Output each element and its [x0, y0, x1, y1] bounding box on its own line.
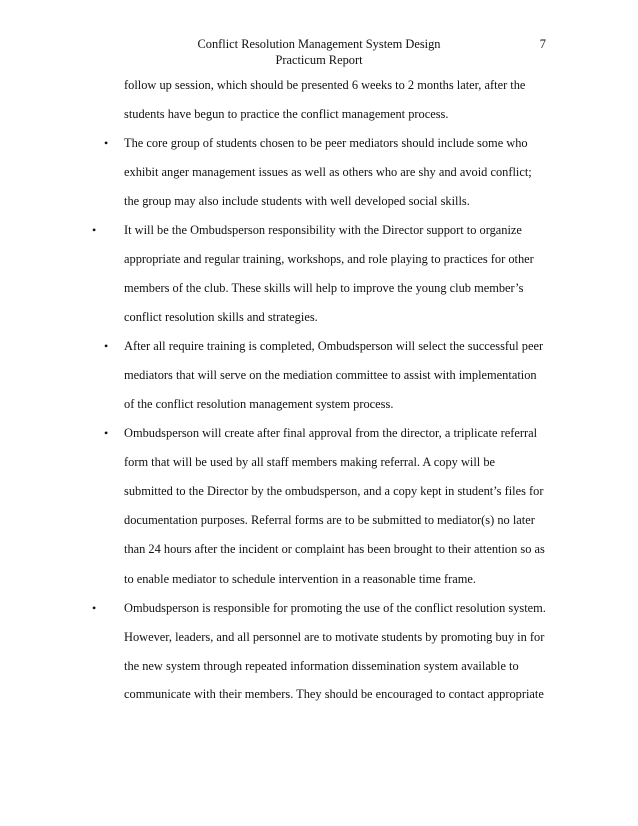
text-line: communicate with their members. They should be encouraged to contact appropriate	[124, 687, 544, 701]
text-line: the group may also include students with well developed social skills.	[124, 194, 470, 208]
bullet-icon: •	[104, 136, 109, 150]
bullet-icon: •	[104, 339, 109, 353]
bullet-icon: •	[104, 426, 109, 440]
text-line: follow up session, which should be presented 6 weeks to 2 months later, after the	[124, 78, 526, 92]
text-line: However, leaders, and all personnel are to motivate students by promoting buy in for	[124, 630, 545, 644]
text-line: appropriate and regular training, workshops, and role playing to practices for other	[124, 252, 534, 266]
text-line: of the conflict resolution management system process.	[124, 397, 394, 411]
text-line: The core group of students chosen to be peer mediators should include some who	[124, 136, 528, 150]
text-line: to enable mediator to schedule intervention in a reasonable time frame.	[124, 572, 476, 586]
text-line: students have begun to practice the conflict management process.	[124, 107, 449, 121]
header-subtitle: Practicum Report	[275, 53, 363, 67]
text-line: mediators that will serve on the mediation committee to assist with implementation	[124, 368, 537, 382]
text-line: It will be the Ombudsperson responsibility with the Director support to organize	[124, 223, 522, 237]
text-line: form that will be used by all staff members making referral. A copy will be	[124, 455, 496, 469]
header-title: Conflict Resolution Management System Design	[197, 37, 441, 51]
text-line: the new system through repeated information dissemination system available to	[124, 659, 519, 673]
text-line: After all require training is completed, Ombudsperson will select the successful peer	[124, 339, 544, 353]
text-line: exhibit anger management issues as well as others who are shy and avoid conflict;	[124, 165, 532, 179]
bullet-icon: •	[92, 223, 97, 237]
text-line: than 24 hours after the incident or complaint has been brought to their attention so as	[124, 542, 545, 556]
text-line: conflict resolution skills and strategies.	[124, 310, 318, 324]
text-line: Ombudsperson will create after final approval from the director, a triplicate referral	[124, 426, 538, 440]
text-line: members of the club. These skills will help to improve the young club member’s	[124, 281, 524, 295]
text-line: documentation purposes. Referral forms are to be submitted to mediator(s) no later	[124, 513, 535, 527]
text-line: Ombudsperson is responsible for promoting the use of the conflict resolution system.	[124, 601, 546, 615]
bullet-icon: •	[92, 601, 97, 615]
text-line: submitted to the Director by the ombudsperson, and a copy kept in student’s files for	[124, 484, 544, 498]
page-number: 7	[539, 37, 546, 51]
